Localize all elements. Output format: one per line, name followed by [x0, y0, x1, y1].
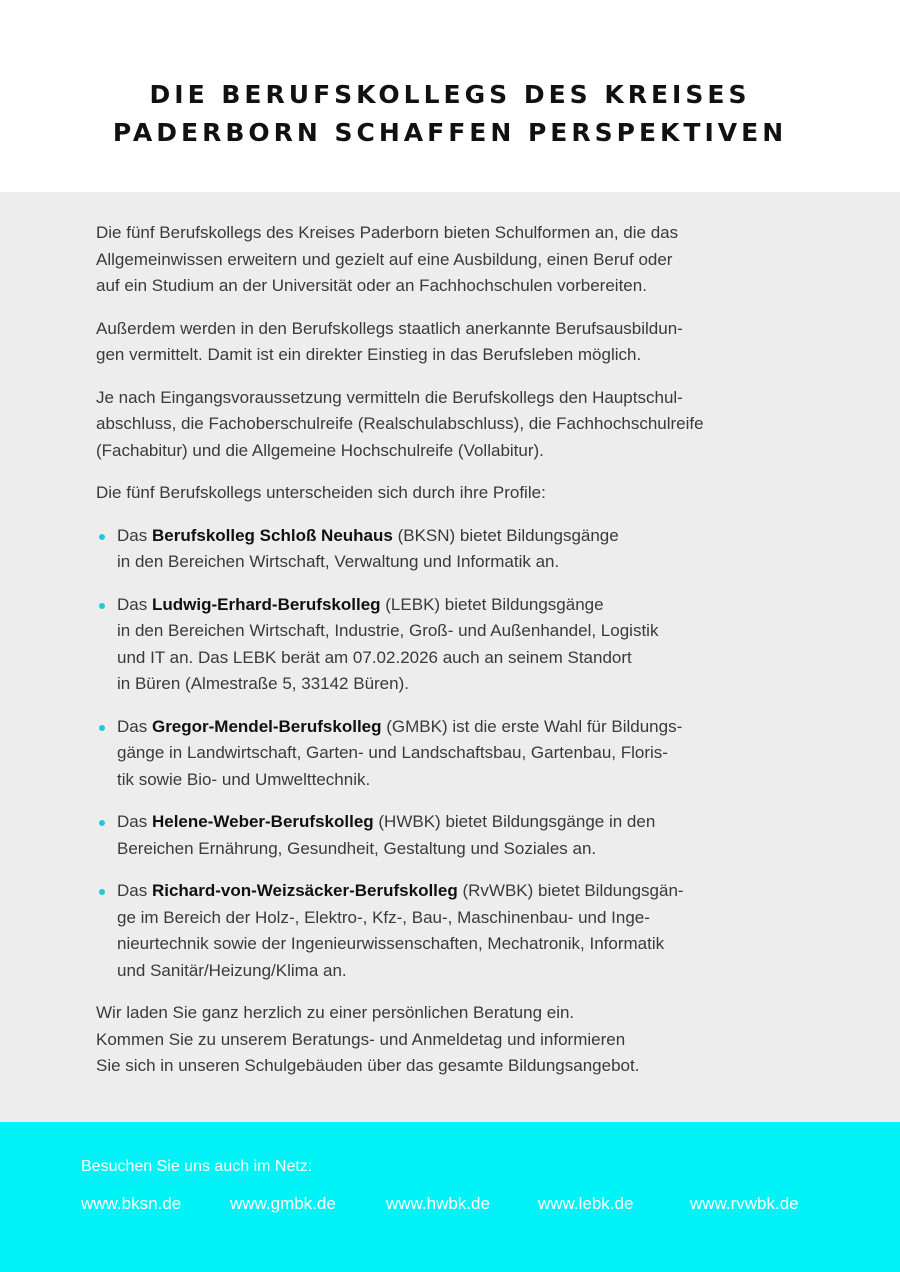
text-line: Außerdem werden in den Berufskollegs staatlich anerkannte Berufsausbildun-	[96, 318, 683, 338]
profile-prefix: Das	[117, 812, 152, 831]
text-line: Die fünf Berufskollegs unterscheiden sich durch ihre Profile:	[96, 483, 546, 502]
text-line: in den Bereichen Wirtschaft, Verwaltung und Informatik an.	[117, 552, 560, 571]
profile-text: (BKSN) bietet Bildungsgänge	[392, 525, 619, 545]
link-lebk[interactable]: www.lebk.de	[538, 1194, 634, 1213]
profile-item-bksn	[96, 523, 816, 576]
profile-prefix: Das	[117, 594, 152, 614]
bullet-icon	[99, 603, 105, 609]
text-line: ge im Bereich der Holz-, Elektro-, Kfz-, Bau-, Maschinenbau- und Inge-	[117, 907, 650, 927]
profile-item-lebk	[96, 592, 816, 698]
profiles-intro	[96, 480, 816, 507]
text-line	[117, 714, 816, 741]
text-line	[117, 809, 816, 836]
kolleg-name: Berufskolleg Schloß Neuhaus	[151, 525, 393, 545]
profile-prefix: Das	[117, 881, 152, 900]
text-line: in Büren (Almestraße 5, 33142 Büren).	[117, 674, 409, 693]
text-line: (Fachabitur) und die Allgemeine Hochschulreife (Vollabitur).	[96, 440, 544, 460]
kolleg-name: Gregor-Mendel-Berufskolleg	[151, 716, 382, 736]
page-title	[0, 76, 900, 152]
profile-text: (GMBK) ist die erste Wahl für Bildungs-	[381, 716, 683, 736]
link-bksn[interactable]: www.bksn.de	[81, 1194, 182, 1213]
footer-label: Besuchen Sie uns auch im Netz:	[81, 1158, 313, 1175]
text-line: tik sowie Bio- und Umwelttechnik.	[117, 769, 371, 789]
bullet-icon	[99, 820, 105, 826]
title-line-1: DIE BERUFSKOLLEGS DES KREISES	[149, 80, 751, 109]
title-line-2: PADERBORN SCHAFFEN PERSPEKTIVEN	[112, 118, 788, 147]
page-header	[0, 0, 900, 192]
text-line	[117, 592, 816, 619]
profile-text: (HWBK) bietet Bildungsgänge in den	[373, 812, 656, 831]
body-text	[96, 220, 816, 1096]
text-line: Je nach Eingangsvoraussetzung vermitteln die Berufskollegs den Hauptschul-	[96, 387, 683, 407]
profile-prefix: Das	[117, 716, 152, 736]
text-line: Kommen Sie zu unserem Beratungs- und Anmeldetag und informieren	[96, 1029, 626, 1049]
kolleg-name: Helene-Weber-Berufskolleg	[151, 812, 374, 831]
kolleg-name: Ludwig-Erhard-Berufskolleg	[151, 594, 381, 614]
kolleg-name: Richard-von-Weizsäcker-Berufskolleg	[151, 881, 458, 900]
text-line: Allgemeinwissen erweitern und gezielt auf eine Ausbildung, einen Beruf oder	[96, 249, 673, 269]
text-line: Sie sich in unseren Schulgebäuden über das gesamte Bildungsangebot.	[96, 1056, 640, 1075]
intro-paragraph-3	[96, 385, 816, 465]
text-line	[117, 523, 816, 550]
link-rvwbk[interactable]: www.rvwbk.de	[690, 1194, 799, 1213]
content-panel	[0, 192, 900, 1122]
footer-bar	[0, 1122, 900, 1272]
bullet-icon	[99, 534, 105, 540]
link-gmbk[interactable]: www.gmbk.de	[230, 1194, 336, 1213]
profile-prefix: Das	[117, 525, 152, 545]
profile-item-rvwbk	[96, 878, 816, 984]
closing-paragraph	[96, 1000, 816, 1080]
profile-text: (RvWBK) bietet Bildungsgän-	[457, 881, 684, 900]
text-line: und Sanitär/Heizung/Klima an.	[117, 960, 347, 980]
text-line: auf ein Studium an der Universität oder an Fachhochschulen vorbereiten.	[96, 276, 647, 295]
bullet-icon	[99, 725, 105, 731]
text-line: nieurtechnik sowie der Ingenieurwissenschaften, Mechatronik, Informatik	[117, 934, 665, 953]
text-line: Die fünf Berufskollegs des Kreises Paderborn bieten Schulformen an, die das	[96, 223, 679, 242]
intro-paragraph-2	[96, 316, 816, 369]
text-line: in den Bereichen Wirtschaft, Industrie, Groß- und Außenhandel, Logistik	[117, 621, 659, 640]
bullet-icon	[99, 889, 105, 895]
text-line: gen vermittelt. Damit ist ein direkter Einstieg in das Berufsleben möglich.	[96, 345, 642, 364]
profile-item-hwbk	[96, 809, 816, 862]
text-line: Wir laden Sie ganz herzlich zu einer persönlichen Beratung ein.	[96, 1003, 575, 1022]
text-line: Bereichen Ernährung, Gesundheit, Gestaltung und Soziales an.	[117, 838, 597, 858]
intro-paragraph-1	[96, 220, 816, 300]
text-line: gänge in Landwirtschaft, Garten- und Landschaftsbau, Gartenbau, Floris-	[117, 743, 668, 762]
link-hwbk[interactable]: www.hwbk.de	[386, 1194, 490, 1213]
text-line	[117, 878, 816, 905]
profile-text: (LEBK) bietet Bildungsgänge	[380, 594, 604, 614]
text-line: abschluss, die Fachoberschulreife (Realschulabschluss), die Fachhochschulreife	[96, 414, 704, 433]
text-line: und IT an. Das LEBK berät am 07.02.2026 auch an seinem Standort	[117, 647, 632, 667]
profile-item-gmbk	[96, 714, 816, 794]
profile-list	[96, 523, 816, 985]
